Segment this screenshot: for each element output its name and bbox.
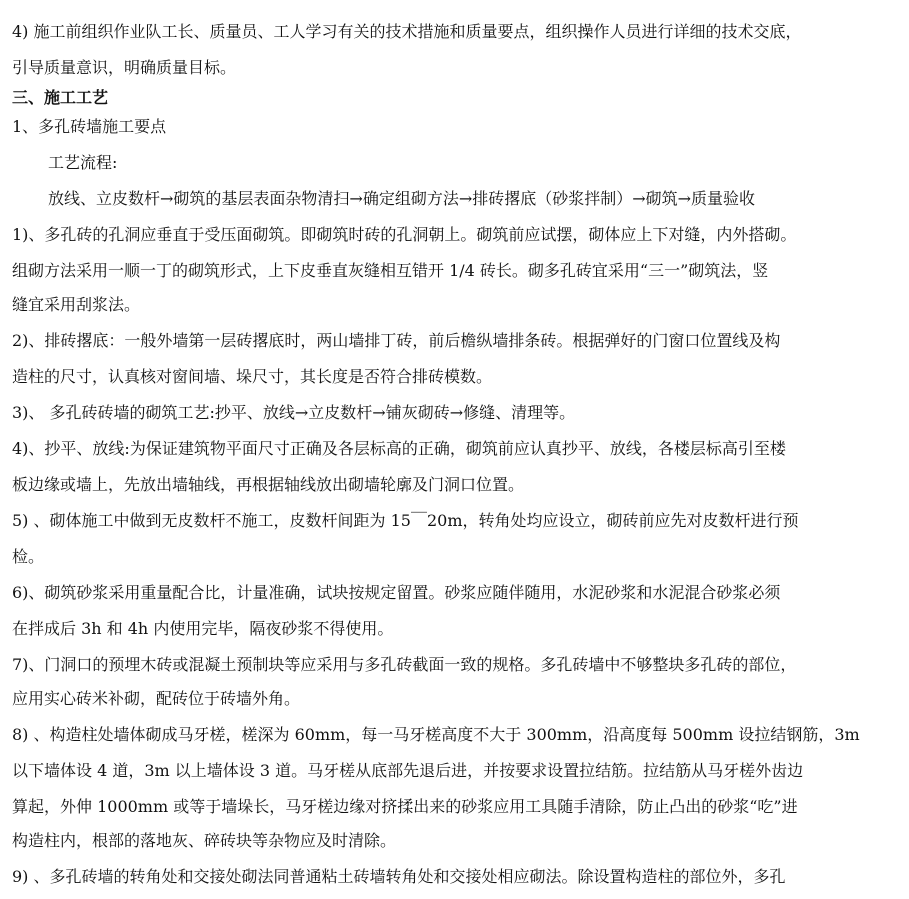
text-line: 5) 、砌体施工中做到无皮数杆不施工，皮数杆间距为 15￣20m，转角处均应设立，砌砖前应先对皮数杆进行预 <box>12 511 799 530</box>
text-line: 组砌方法采用一顺一丁的砌筑形式，上下皮垂直灰缝相互错开 1/4 砖长。砌多孔砖宜采用“三一”砌筑法，竖 <box>12 261 769 280</box>
text-line: 板边缘或墙上，先放出墙轴线，再根据轴线放出砌墙轮廓及门洞口位置。 <box>12 475 525 494</box>
text-line: 8) 、构造柱处墙体砌成马牙槎，槎深为 60mm，每一马牙槎高度不大于 300mm，沿高度每 500mm 设拉结钢筋，3m <box>12 725 860 744</box>
text-line: 以下墙体设 4 道，3m 以上墙体设 3 道。马牙槎从底部先退后进，并按要求设置拉结筋。拉结筋从马牙槎外齿边 <box>12 761 804 780</box>
section-heading: 三、施工工艺 <box>12 88 109 107</box>
text-line: 在拌成后 3h 和 4h 内使用完毕，隔夜砂浆不得使用。 <box>12 619 394 638</box>
text-line: 构造柱内，根部的落地灰、碎砖块等杂物应及时清除。 <box>12 831 397 850</box>
text-line: 缝宜采用刮浆法。 <box>12 295 141 314</box>
text-line: 引导质量意识，明确质量目标。 <box>12 58 237 77</box>
text-line: 工艺流程: <box>48 153 118 172</box>
text-line: 算起，外伸 1000mm 或等于墙垛长，马牙槎边缘对挤揉出来的砂浆应用工具随手清除，防止凸出的砂浆“吃”进 <box>12 797 798 816</box>
text-line: 1)、多孔砖的孔洞应垂直于受压面砌筑。即砌筑时砖的孔洞朝上。砌筑前应试摆，砌体应上下对缝，内外搭砌。 <box>12 225 797 244</box>
text-line: 检。 <box>12 547 45 566</box>
text-line: 9) 、多孔砖墙的转角处和交接处砌法同普通粘土砖墙转角处和交接处相应砌法。除设置构造柱的部位外，多孔 <box>12 867 786 886</box>
text-line: 2)、排砖撂底：一般外墙第一层砖撂底时，两山墙排丁砖，前后檐纵墙排条砖。根据弹好的门窗口位置线及构 <box>12 331 781 350</box>
text-line: 7)、门洞口的预埋木砖或混凝土预制块等应采用与多孔砖截面一致的规格。多孔砖墙中不够整块多孔砖的部位， <box>12 655 797 674</box>
text-line: 4)、抄平、放线:为保证建筑物平面尺寸正确及各层标高的正确，砌筑前应认真抄平、放线，各楼层标高引至楼 <box>12 439 786 458</box>
subsection-heading: 1、多孔砖墙施工要点 <box>12 117 167 136</box>
text-line: 3)、 多孔砖砖墙的砌筑工艺:抄平、放线→立皮数杆→铺灰砌砖→修缝、清理等。 <box>12 403 576 422</box>
text-line: 6)、砌筑砂浆采用重量配合比，计量准确，试块按规定留置。砂浆应随伴随用，水泥砂浆和水泥混合砂浆必须 <box>12 583 781 602</box>
text-line: 造柱的尺寸，认真核对窗间墙、垛尺寸，其长度是否符合排砖模数。 <box>12 367 493 386</box>
text-line: 应用实心砖米补砌，配砖位于砖墙外角。 <box>12 689 301 708</box>
process-flow: 放线、立皮数杆→砌筑的基层表面杂物清扫→确定组砌方法→排砖撂底（砂浆拌制）→砌筑→质量验收 <box>48 189 756 208</box>
text-line: 4) 施工前组织作业队工长、质量员、工人学习有关的技术措施和质量要点，组织操作人员进行详细的技术交底， <box>12 22 802 41</box>
